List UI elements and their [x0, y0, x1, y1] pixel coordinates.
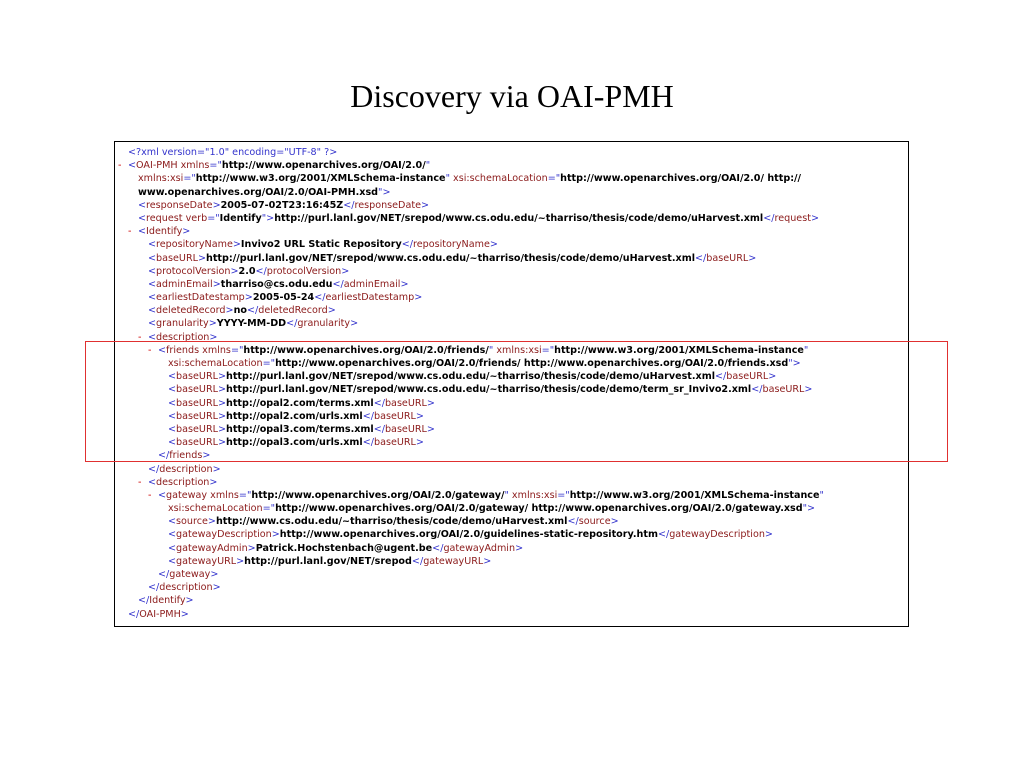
xml-aval: http://www.openarchives.org/OAI/2.0/: [221, 160, 426, 172]
xml-line: [118, 502, 903, 515]
xml-tag: baseURL: [156, 252, 198, 264]
xml-punct: >: [182, 226, 191, 238]
xml-punct: <: [168, 516, 177, 528]
xml-tag: description: [159, 463, 213, 475]
xml-punct: >: [327, 305, 336, 317]
xml-punct: <: [148, 292, 157, 304]
xml-punct: >: [185, 595, 194, 607]
xml-tag: responseDate: [354, 199, 421, 211]
xml-punct: </: [567, 516, 579, 528]
xml-pi: <?xml version="1.0" encoding="UTF-8" ?>: [128, 147, 338, 158]
xml-punct: ": [425, 160, 431, 172]
xml-tag: friends: [169, 450, 203, 462]
xml-punct: </: [362, 437, 374, 449]
xml-punct: >: [197, 252, 206, 264]
xml-punct: >: [415, 437, 424, 449]
xml-punct: >: [209, 476, 218, 488]
xml-punct: =": [230, 344, 244, 356]
xml-text: http://purl.lanl.gov/NET/srepod/www.cs.odu.edu/~tharriso/thesis/code/demo/term_sr_Invivo2.xml: [226, 384, 752, 396]
xml-punct: >: [202, 450, 211, 462]
xml-line: [118, 594, 903, 607]
xml-attr: xmlns: [210, 489, 239, 501]
xml-tag: gateway: [169, 569, 211, 580]
xml-tag: adminEmail: [156, 278, 213, 290]
xml-tag: baseURL: [176, 437, 218, 449]
xml-punct: >: [212, 463, 221, 475]
xml-attr: xsi:schemaLocation: [168, 503, 263, 515]
xml-line: [118, 278, 903, 291]
xml-punct: >: [244, 292, 253, 304]
xml-punct: <: [148, 239, 157, 251]
xml-text: Patrick.Hochstenbach@ugent.be: [255, 542, 433, 554]
xml-line: [118, 304, 903, 317]
xml-tag: responseDate: [146, 199, 213, 211]
xml-punct: >: [208, 318, 217, 330]
xml-tag: request: [146, 212, 186, 224]
xml-line: [118, 159, 903, 172]
xml-punct: ": [504, 489, 512, 501]
xml-punct: </: [314, 292, 326, 304]
xml-tag: earliestDatestamp: [325, 292, 415, 304]
friends-highlight-box: [85, 341, 948, 462]
xml-punct: >: [426, 423, 435, 435]
xml-punct: =": [262, 503, 276, 515]
xml-text: Invivo2 URL Static Repository: [240, 239, 402, 251]
xml-tag: description: [156, 476, 210, 488]
xml-tag: gatewayURL: [423, 555, 484, 567]
xml-punct: </: [158, 450, 170, 462]
xml-punct: </: [657, 529, 670, 541]
xml-punct: =": [209, 160, 222, 172]
xml-punct: =": [207, 212, 220, 224]
xml-attr: xmlns:xsi: [511, 489, 558, 501]
xml-punct: >: [217, 397, 226, 409]
xml-punct: >: [217, 410, 226, 422]
xml-punct: <: [168, 542, 177, 554]
xml-punct: >: [341, 265, 350, 277]
xml-tag: baseURL: [176, 410, 218, 422]
xml-punct: =": [262, 358, 276, 369]
xml-punct: >: [350, 318, 359, 330]
xml-punct: </: [148, 582, 160, 594]
xml-line: [118, 542, 903, 555]
xml-tag: gatewayURL: [176, 555, 237, 567]
xml-punct: =": [183, 173, 196, 185]
xml-line: [118, 555, 903, 568]
xml-punct: </: [715, 371, 727, 383]
xml-punct: ">: [788, 358, 801, 369]
xml-punct: >: [209, 331, 218, 343]
xml-punct: >: [236, 555, 245, 567]
xml-tag: Identify: [146, 226, 183, 238]
xml-tag: baseURL: [384, 397, 427, 409]
xml-text: http://purl.lanl.gov/NET/srepod/www.cs.odu.edu/~tharriso/thesis/code/demo/uHarvest.xml: [226, 371, 716, 383]
xml-punct: </: [286, 318, 298, 330]
xml-aval: http://www.openarchives.org/OAI/2.0/gateway/: [251, 489, 505, 501]
xml-punct: >: [247, 542, 256, 554]
xml-tag: baseURL: [384, 423, 427, 435]
xml-punct: <: [168, 371, 177, 383]
xml-line: [118, 515, 903, 528]
xml-punct: <: [168, 437, 177, 449]
xml-punct: >: [210, 569, 219, 580]
xml-punct: >: [207, 516, 216, 528]
xml-punct: <: [168, 397, 177, 409]
xml-tag: baseURL: [176, 397, 218, 409]
xml-punct: ">: [802, 503, 816, 515]
xml-tag: adminEmail: [343, 278, 401, 290]
xml-punct: >: [217, 371, 226, 383]
xml-tag: protocolVersion: [156, 265, 231, 277]
xml-text: 2.0: [238, 265, 256, 277]
xml-punct: ">: [261, 212, 275, 224]
xml-text: http://purl.lanl.gov/NET/srepod/www.cs.odu.edu/~tharriso/thesis/code/demo/uHarvest.xml: [274, 212, 764, 224]
xml-punct: </: [158, 569, 170, 580]
xml-punct: ">: [378, 186, 391, 198]
xml-punct: </: [343, 199, 355, 211]
xml-text: YYYY-MM-DD: [216, 318, 287, 330]
xml-punct: =": [541, 344, 555, 356]
xml-line: [118, 252, 903, 265]
xml-attr: xmlns:xsi: [496, 344, 542, 356]
xml-line: [118, 186, 903, 199]
xml-text: tharriso@cs.odu.edu: [220, 278, 333, 290]
xml-tag: Identify: [149, 595, 186, 607]
xml-punct: >: [217, 423, 226, 435]
xml-punct: </: [373, 423, 385, 435]
xml-line: [118, 265, 903, 278]
xml-punct: </: [128, 608, 140, 620]
collapse-toggle[interactable]: -: [138, 476, 142, 488]
xml-tag: gateway: [166, 489, 211, 501]
xml-attr: xsi:schemaLocation: [168, 358, 263, 369]
xml-tag: OAI-PMH: [139, 608, 181, 620]
xml-attr: xsi:schemaLocation: [453, 173, 548, 185]
xml-punct: <: [128, 160, 137, 172]
xml-punct: </: [138, 595, 150, 607]
xml-punct: >: [515, 542, 524, 554]
xml-punct: <: [148, 331, 157, 343]
xml-punct: >: [212, 582, 221, 594]
xml-punct: <: [168, 410, 177, 422]
xml-line: [118, 146, 903, 159]
xml-punct: <: [168, 529, 177, 541]
xml-punct: </: [362, 410, 374, 422]
collapse-toggle[interactable]: -: [148, 489, 152, 501]
xml-text: http://opal2.com/urls.xml: [226, 410, 363, 422]
xml-punct: <: [158, 489, 167, 501]
xml-tag: deletedRecord: [258, 305, 328, 317]
xml-text: http://purl.lanl.gov/NET/srepod/www.cs.odu.edu/~tharriso/thesis/code/demo/uHarvest.xml: [206, 252, 696, 264]
xml-punct: <: [148, 278, 157, 290]
xml-punct: >: [810, 212, 819, 224]
xml-tag: baseURL: [726, 371, 769, 383]
xml-punct: </: [401, 239, 414, 251]
xml-punct: >: [212, 199, 221, 211]
xml-line: [118, 238, 903, 251]
xml-punct: </: [432, 542, 444, 554]
xml-punct: <: [168, 384, 177, 396]
xml-tag: baseURL: [374, 437, 416, 449]
xml-punct: <: [148, 318, 157, 330]
xml-punct: >: [225, 305, 234, 317]
xml-punct: >: [232, 239, 241, 251]
xml-punct: >: [804, 384, 813, 396]
xml-line: [118, 608, 903, 621]
xml-tag: baseURL: [176, 423, 218, 435]
xml-text: 2005-05-24: [252, 292, 315, 304]
xml-punct: >: [483, 555, 492, 567]
xml-punct: ": [803, 344, 809, 356]
xml-punct: =": [547, 173, 561, 185]
xml-punct: >: [271, 529, 280, 541]
xml-text: no: [233, 305, 247, 317]
xml-aval: http://www.w3.org/2001/XMLSchema-instance: [195, 173, 446, 185]
xml-tag: gatewayDescription: [669, 529, 765, 541]
xml-line: [118, 489, 903, 502]
xml-punct: <: [138, 212, 147, 224]
xml-text: http://www.cs.odu.edu/~tharriso/thesis/code/demo/uHarvest.xml: [215, 516, 568, 528]
xml-punct: <: [148, 476, 157, 488]
xml-punct: ": [819, 489, 824, 501]
xml-tag: request: [774, 212, 811, 224]
collapse-toggle[interactable]: -: [148, 344, 152, 356]
xml-punct: </: [373, 397, 385, 409]
xml-punct: <: [138, 226, 147, 238]
xml-text: http://purl.lanl.gov/NET/srepod: [244, 555, 412, 567]
xml-text: 2005-07-02T23:16:45Z: [220, 199, 344, 211]
xml-punct: </: [246, 305, 259, 317]
collapse-toggle[interactable]: -: [118, 160, 122, 172]
xml-aval: http://www.openarchives.org/OAI/2.0/gateway/ http://www.openarchives.org/OAI/2.0/gateway.xsd: [275, 503, 803, 515]
xml-tag: earliestDatestamp: [156, 292, 245, 304]
xml-punct: <: [138, 199, 147, 211]
xml-punct: >: [180, 608, 189, 620]
xml-tag: deletedRecord: [156, 305, 226, 317]
xml-text: http://www.openarchives.org/OAI/2.0/guidelines-static-repository.htm: [279, 529, 658, 541]
xml-tag: gatewayAdmin: [443, 542, 516, 554]
xml-tag: granularity: [297, 318, 351, 330]
xml-attr: verb: [185, 212, 208, 224]
xml-punct: <: [148, 252, 157, 264]
xml-line: [118, 476, 903, 489]
collapse-toggle[interactable]: -: [138, 331, 142, 343]
xml-text: http://opal2.com/terms.xml: [226, 397, 374, 409]
xml-tag: gatewayAdmin: [176, 542, 248, 554]
xml-tag: source: [578, 516, 611, 528]
xml-line: [118, 568, 903, 581]
xml-punct: </: [751, 384, 763, 396]
xml-text: http://opal3.com/urls.xml: [226, 437, 363, 449]
xml-punct: >: [217, 384, 226, 396]
xml-line: [118, 225, 903, 238]
xml-punct: >: [230, 265, 239, 277]
slide-title: Discovery via OAI-PMH: [350, 78, 674, 114]
xml-line: [118, 463, 903, 476]
xml-punct: >: [764, 529, 773, 541]
xml-punct: </: [255, 265, 267, 277]
xml-line: [118, 172, 903, 185]
xml-tag: baseURL: [374, 410, 416, 422]
xml-punct: =": [557, 489, 570, 501]
xml-punct: >: [217, 437, 226, 449]
xml-punct: >: [610, 516, 619, 528]
xml-punct: >: [768, 371, 777, 383]
xml-punct: >: [489, 239, 498, 251]
xml-punct: <: [148, 305, 157, 317]
xml-punct: >: [212, 278, 221, 290]
xml-punct: >: [426, 397, 435, 409]
xml-punct: >: [400, 278, 409, 290]
collapse-toggle[interactable]: -: [128, 226, 132, 238]
xml-punct: </: [763, 212, 775, 224]
xml-punct: </: [695, 252, 707, 264]
xml-punct: </: [332, 278, 344, 290]
xml-tag: description: [156, 331, 210, 343]
xml-line: [118, 581, 903, 594]
xml-punct: <: [148, 265, 157, 277]
xml-line: [118, 291, 903, 304]
xml-punct: >: [415, 410, 424, 422]
xml-punct: >: [414, 292, 423, 304]
xml-attr: xmlns: [180, 160, 210, 172]
xml-punct: >: [748, 252, 757, 264]
xml-tag: repositoryName: [413, 239, 490, 251]
xml-tag: granularity: [156, 318, 209, 330]
xml-punct: </: [148, 463, 160, 475]
xml-line: [118, 317, 903, 330]
xml-tag: baseURL: [706, 252, 749, 264]
xml-tag: baseURL: [176, 384, 218, 396]
xml-tag: OAI-PMH: [136, 160, 181, 172]
xml-tag: baseURL: [176, 371, 218, 383]
xml-aval: http://www.openarchives.org/OAI/2.0/friends/: [243, 344, 489, 356]
xml-aval: http://www.w3.org/2001/XMLSchema-instance: [569, 489, 820, 501]
xml-attr: xmlns: [202, 344, 231, 356]
xml-punct: ": [445, 173, 454, 185]
xml-punct: </: [411, 555, 424, 567]
xml-tag: description: [159, 582, 213, 594]
xml-tag: gatewayDescription: [176, 529, 272, 541]
xml-aval: http://www.openarchives.org/OAI/2.0/ http://: [560, 173, 802, 185]
xml-aval: www.openarchives.org/OAI/2.0/OAI-PMH.xsd: [138, 186, 379, 198]
xml-punct: <: [168, 423, 177, 435]
xml-punct: =": [238, 489, 252, 501]
xml-tag: source: [176, 516, 208, 528]
xml-text: http://opal3.com/terms.xml: [226, 423, 374, 435]
xml-tag: repositoryName: [156, 239, 233, 251]
xml-punct: >: [421, 199, 430, 211]
xml-line: [118, 528, 903, 541]
xml-aval: Identify: [219, 212, 262, 224]
xml-line: [118, 199, 903, 212]
xml-punct: <: [158, 344, 167, 356]
xml-punct: <: [168, 555, 177, 567]
xml-aval: http://www.openarchives.org/OAI/2.0/friends/ http://www.openarchives.org/OAI/2.0/friends.xsd: [275, 358, 789, 369]
xml-tag: protocolVersion: [266, 265, 342, 277]
xml-line: [118, 212, 903, 225]
xml-attr: xmlns:xsi: [138, 173, 184, 185]
xml-tag: friends: [166, 344, 203, 356]
xml-punct: ": [488, 344, 497, 356]
xml-tag: baseURL: [762, 384, 805, 396]
xml-aval: http://www.w3.org/2001/XMLSchema-instance: [554, 344, 804, 356]
